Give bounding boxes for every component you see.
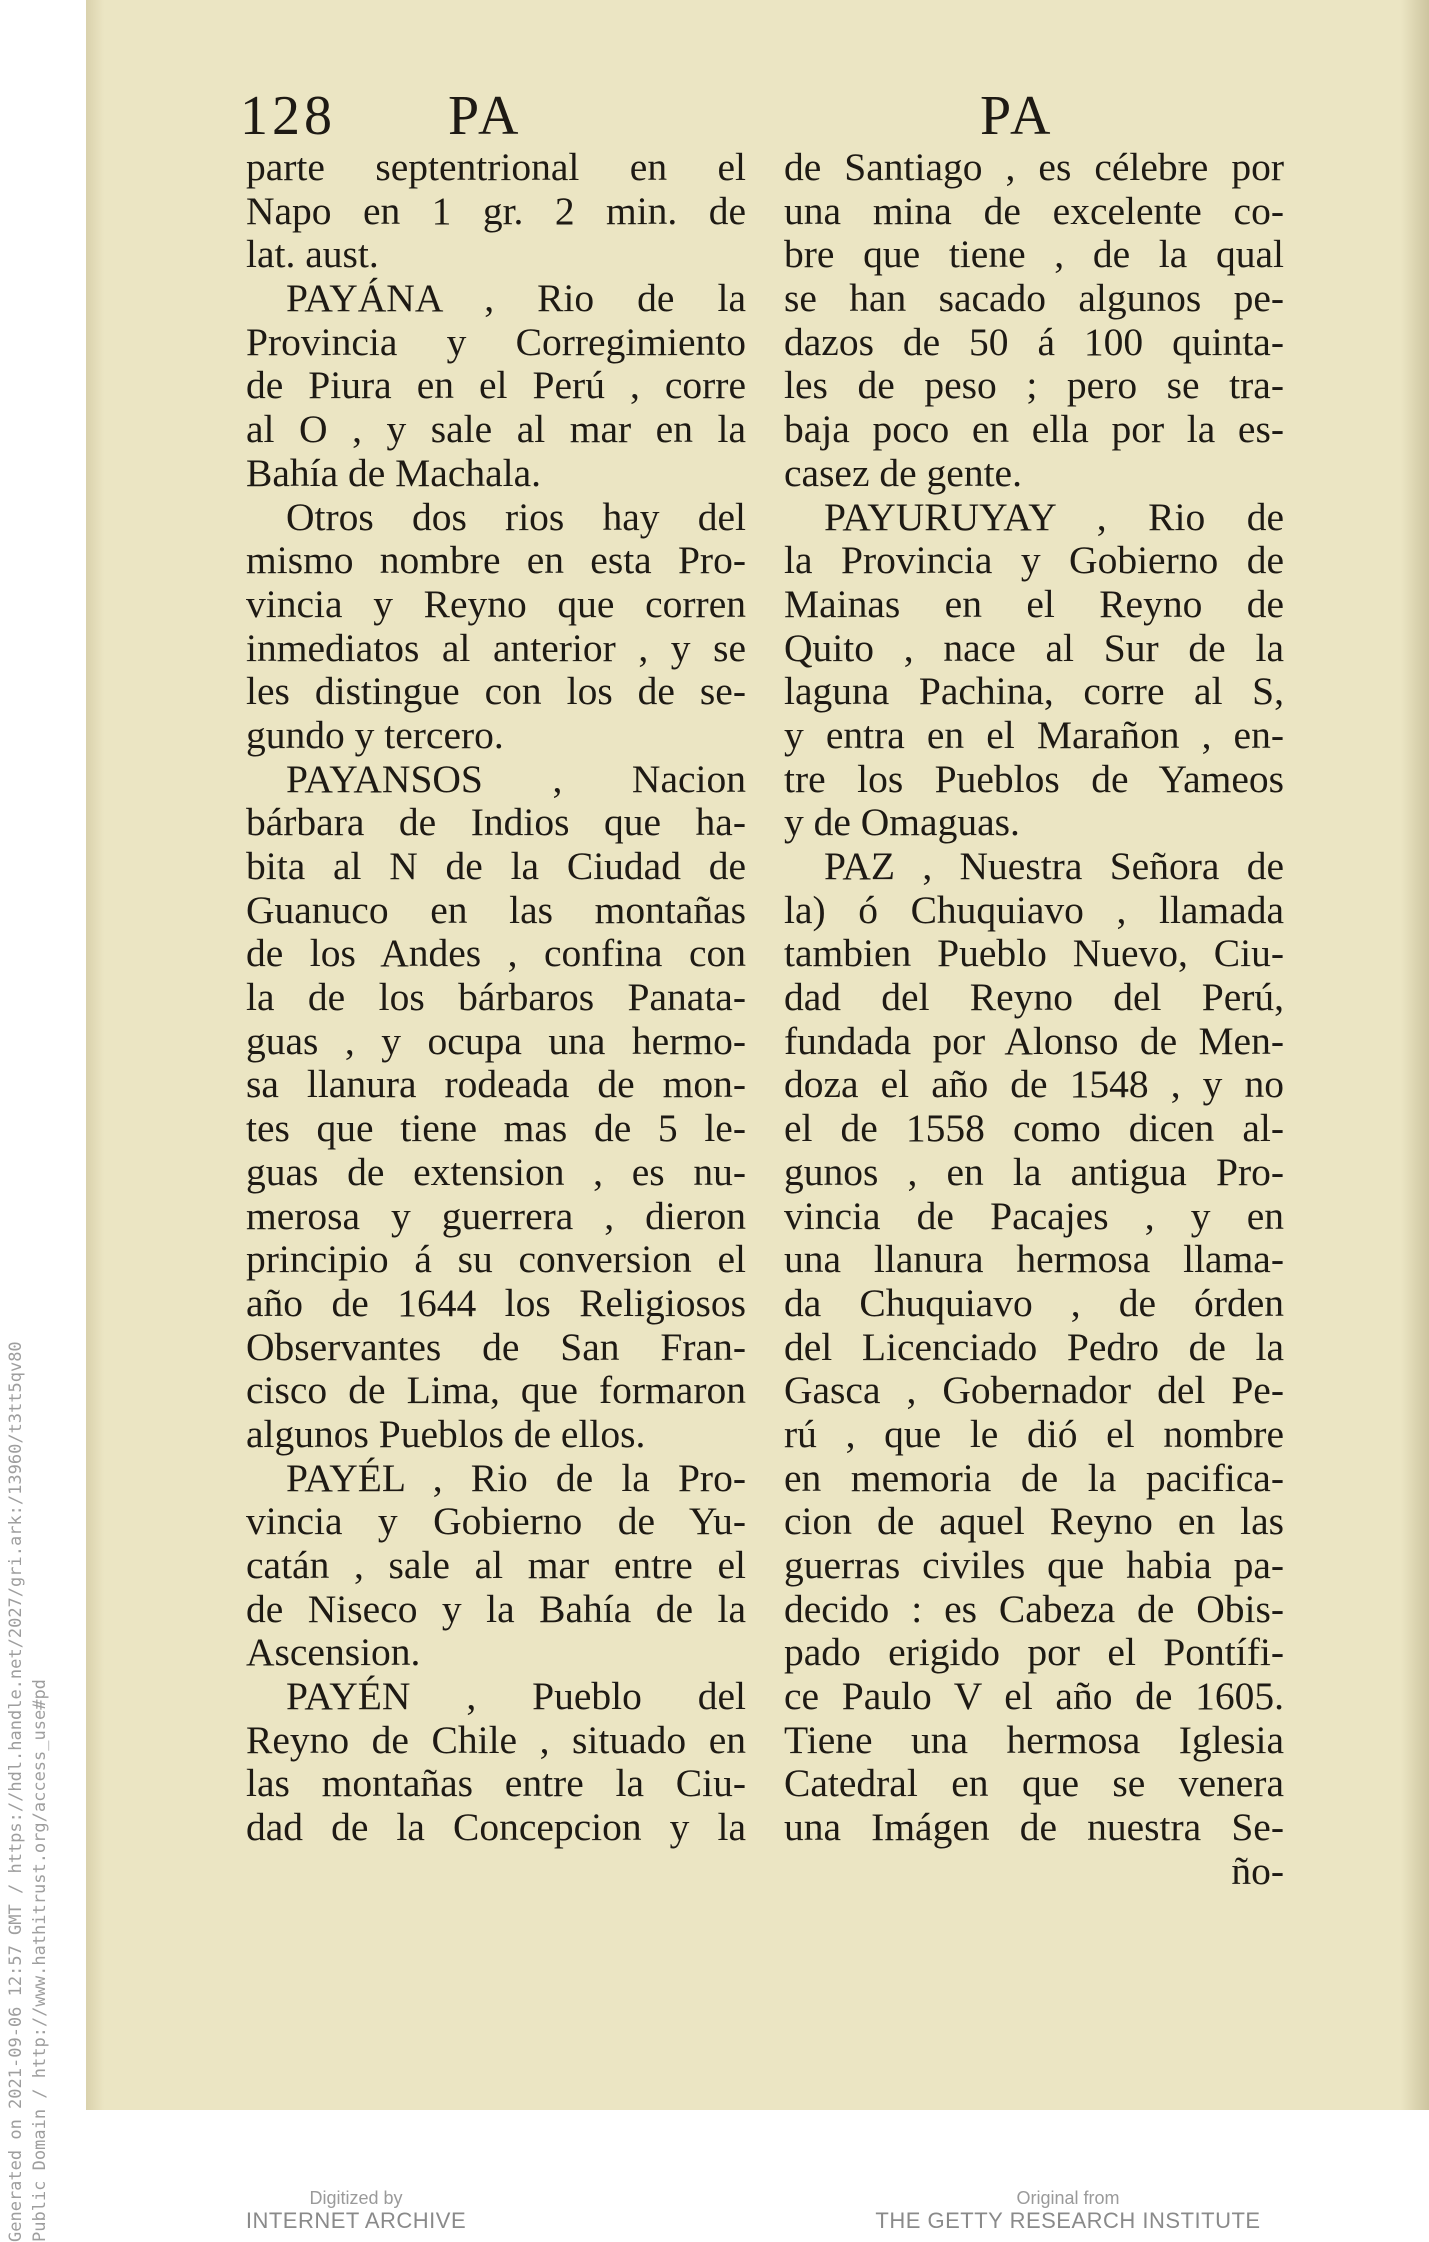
text-line: Catedral en que se venera	[784, 1761, 1284, 1806]
text-line: catán , sale al mar entre el	[246, 1543, 746, 1587]
text-line: baja poco en ella por la es-	[784, 407, 1284, 452]
page-edge-shadow-right	[1401, 0, 1429, 2110]
text-line: ño-	[1231, 1848, 1284, 1893]
text-line: del Licenciado Pedro de la	[784, 1324, 1284, 1369]
text-line: decido : es Cabeza de Obis-	[784, 1586, 1284, 1631]
text-line: tambien Pueblo Nuevo, Ciu-	[784, 931, 1284, 976]
text-line: cion de aquel Reyno en las	[784, 1499, 1284, 1544]
text-line: gunos , en la antigua Pro-	[784, 1149, 1284, 1194]
text-line: Quito , nace al Sur de la	[784, 625, 1284, 670]
text-line: vincia y Gobierno de Yu-	[246, 1499, 746, 1544]
text-line: la) ó Chuquiavo , llamada	[784, 887, 1284, 932]
text-line: Otros dos rios hay del	[286, 494, 746, 539]
text-line: la de los bárbaros Panata-	[246, 975, 746, 1020]
text-line: algunos Pueblos de ellos.	[246, 1411, 646, 1456]
text-line: al O , y sale al mar en la	[246, 407, 746, 452]
text-line: lat. aust.	[246, 232, 379, 277]
text-line: Mainas en el Reyno de	[784, 581, 1284, 626]
right-text-column	[784, 146, 1284, 1894]
access-notice	[4, 1341, 52, 2242]
text-line: guas de extension , es nu-	[246, 1149, 746, 1194]
text-line: PAYÉN , Pueblo del	[286, 1674, 746, 1719]
text-line: da Chuquiavo , de órden	[784, 1280, 1284, 1325]
text-line: una mina de excelente co-	[784, 188, 1284, 233]
text-line: año de 1644 los Religiosos	[246, 1280, 746, 1325]
text-line: principio á su conversion el	[246, 1237, 746, 1282]
text-line: PAYANSOS , Nacion	[286, 756, 746, 801]
getty-institute-name: THE GETTY RESEARCH INSTITUTE	[875, 2208, 1261, 2233]
text-line: Observantes de San Fran-	[246, 1324, 746, 1369]
text-line: dad del Reyno del Perú,	[784, 975, 1284, 1020]
text-line: Gasca , Gobernador del Pe-	[784, 1368, 1284, 1413]
digitized-by-label: Digitized by	[309, 2188, 403, 2208]
generation-notice: Generated on 2021-09-06 12:57 GMT / https://hdl.handle.net/2027/gri.ark:/13960/t3tt5qv80	[6, 1341, 26, 2242]
text-line: parte septentrional en el	[246, 145, 746, 189]
text-line: les distingue con los de se-	[246, 669, 746, 714]
text-line: el de 1558 como dicen al-	[784, 1106, 1284, 1151]
text-line: pado erigido por el Pontífi-	[784, 1630, 1284, 1675]
text-line: tre los Pueblos de Yameos	[784, 756, 1284, 801]
running-head-right: PA	[980, 85, 1055, 147]
text-line: y entra en el Marañon , en-	[784, 712, 1284, 757]
internet-archive-name: INTERNET ARCHIVE	[245, 2208, 467, 2233]
text-line: de Piura en el Perú , corre	[246, 363, 746, 408]
text-line: casez de gente.	[784, 450, 1022, 495]
text-line: se han sacado algunos pe-	[784, 276, 1284, 321]
running-head-left: PA	[448, 85, 523, 147]
text-line: PAYURUYAY , Rio de	[824, 494, 1284, 539]
text-line: Ascension.	[246, 1630, 421, 1675]
text-line: merosa y guerrera , dieron	[246, 1193, 746, 1238]
text-line: dad de la Concepcion y la	[246, 1805, 746, 1850]
text-line: Guanuco en las montañas	[246, 887, 746, 932]
text-line: mismo nombre en esta Pro-	[246, 538, 746, 583]
text-line: bre que tiene , de la qual	[784, 232, 1284, 277]
text-line: Napo en 1 gr. 2 min. de	[246, 188, 746, 233]
text-line: PAZ , Nuestra Señora de	[824, 844, 1284, 888]
page-edge-shadow-left	[86, 0, 104, 2110]
text-line: y de Omaguas.	[784, 800, 1020, 845]
text-line: cisco de Lima, que formaron	[246, 1368, 746, 1413]
text-line: tes que tiene mas de 5 le-	[246, 1106, 746, 1151]
text-line: rú , que le dió el nombre	[784, 1411, 1284, 1456]
text-line: laguna Pachina, corre al S,	[784, 669, 1284, 714]
left-text-column	[246, 146, 746, 1850]
text-line: Provincia y Corregimiento	[246, 319, 746, 364]
text-line: en memoria de la pacifica-	[784, 1455, 1284, 1500]
text-line: guerras civiles que habia pa-	[784, 1543, 1284, 1587]
text-line: Tiene una hermosa Iglesia	[784, 1717, 1284, 1762]
text-line: sa llanura rodeada de mon-	[246, 1062, 746, 1107]
original-from-label: Original from	[1016, 2188, 1120, 2208]
text-line: PAYÉL , Rio de la Pro-	[286, 1455, 746, 1500]
text-line: PAYÁNA , Rio de la	[286, 276, 746, 321]
text-line: la Provincia y Gobierno de	[784, 538, 1284, 583]
text-line: una Imágen de nuestra Se-	[784, 1805, 1284, 1850]
page-number: 128	[240, 85, 336, 147]
text-line: de Santiago , es célebre por	[784, 145, 1284, 189]
text-line: Reyno de Chile , situado en	[246, 1717, 746, 1762]
text-line: las montañas entre la Ciu-	[246, 1761, 746, 1806]
text-line: dazos de 50 á 100 quinta-	[784, 319, 1284, 364]
text-line: de Niseco y la Bahía de la	[246, 1586, 746, 1631]
text-line: Bahía de Machala.	[246, 450, 542, 495]
text-line: les de peso ; pero se tra-	[784, 363, 1284, 408]
text-line: bárbara de Indios que ha-	[246, 800, 746, 845]
text-line: fundada por Alonso de Men-	[784, 1018, 1284, 1063]
public-domain-notice: Public Domain / http://www.hathitrust.org/access_use#pd	[30, 1679, 50, 2242]
text-line: inmediatos al anterior , y se	[246, 625, 746, 670]
text-line: vincia de Pacajes , y en	[784, 1193, 1284, 1238]
text-line: de los Andes , confina con	[246, 931, 746, 976]
text-line: doza el año de 1548 , y no	[784, 1062, 1284, 1107]
text-line: guas , y ocupa una hermo-	[246, 1018, 746, 1063]
text-line: ce Paulo V el año de 1605.	[784, 1674, 1284, 1719]
text-line: una llanura hermosa llama-	[784, 1237, 1284, 1282]
text-line: gundo y tercero.	[246, 712, 504, 757]
text-line: vincia y Reyno que corren	[246, 581, 746, 626]
text-line: bita al N de la Ciudad de	[246, 844, 746, 888]
